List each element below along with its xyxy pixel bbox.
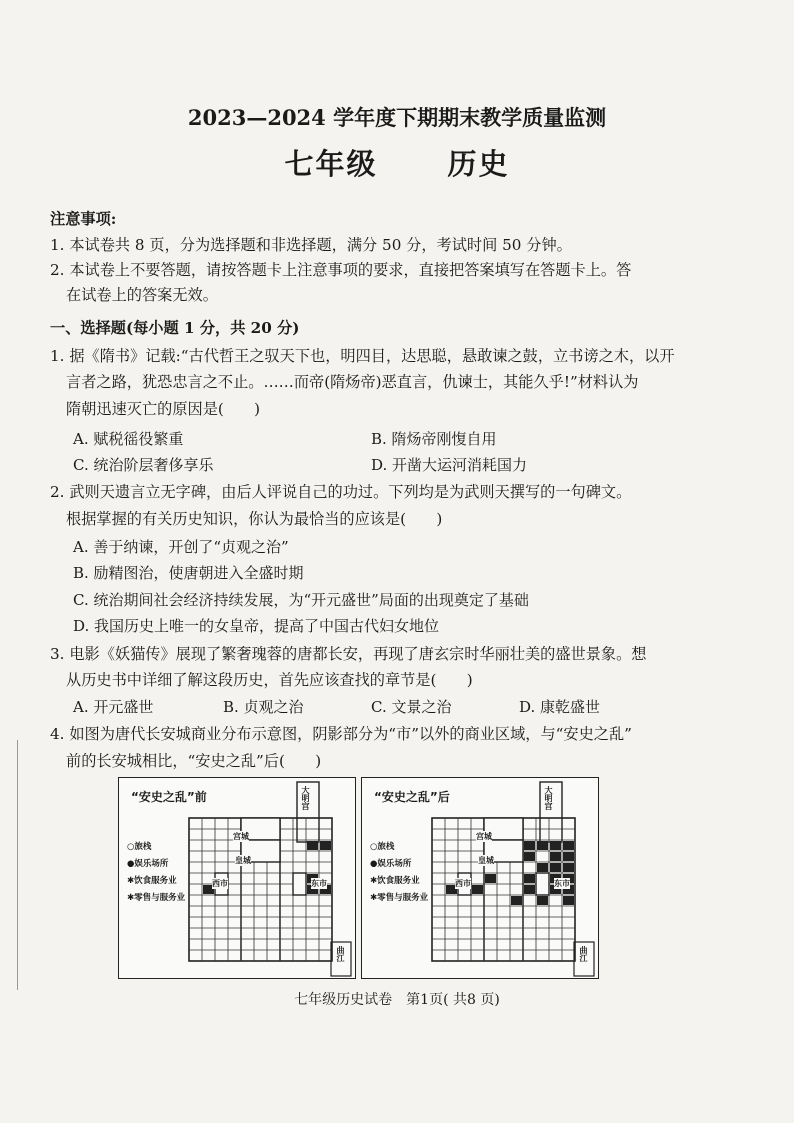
map-after — [361, 777, 599, 979]
q1-option-d: D. 开凿大运河消耗国力 — [371, 456, 528, 474]
exam-subtitle — [0, 142, 794, 183]
q2-option-b: B. 励精图治，使唐朝进入全盛时期 — [73, 564, 304, 582]
xishi-label: 西市 — [212, 879, 228, 888]
qujiang-label: 曲江 — [336, 946, 345, 962]
notice-heading: 注意事项: — [50, 210, 117, 228]
q2-line2: 根据掌握的有关历史知识，你认为最恰当的应该是( ) — [66, 510, 443, 528]
map-after-caption: “安史之乱”后 — [374, 790, 450, 804]
huangcheng-label: 皇城 — [235, 856, 251, 865]
grade-label: 七年级 — [284, 147, 378, 181]
legend-retail-icon: ✱零售与服务业 — [127, 893, 186, 903]
xishi-label: 西市 — [455, 879, 471, 888]
q2-option-c: C. 统治期间社会经济持续发展，为“开元盛世”局面的出现奠定了基础 — [73, 591, 529, 609]
notice-item-2-cont: 在试卷上的答案无效。 — [66, 286, 218, 304]
q3-option-d: D. 康乾盛世 — [519, 698, 601, 716]
legend-inn-icon: ○旅栈 — [127, 842, 152, 852]
subject-label: 历史 — [447, 147, 510, 181]
page-footer: 七年级历史试卷 第1页( 共8 页) — [294, 992, 500, 1008]
map-before-caption: “安史之乱”前 — [131, 790, 207, 804]
qujiang-label: 曲江 — [579, 946, 588, 962]
map-before — [118, 777, 356, 979]
q1-option-a: A. 赋税徭役繁重 — [73, 430, 184, 448]
gongcheng-label: 宫城 — [476, 832, 492, 841]
dongshi-label: 东市 — [554, 879, 570, 888]
daminggong-label: 大明宫 — [544, 786, 553, 810]
notice-item-2: 2. 本试卷上不要答题，请按答题卡上注意事项的要求，直接把答案填写在答题卡上。答 — [50, 261, 632, 279]
section-heading: 一、选择题(每小题 1 分，共 20 分) — [50, 319, 300, 337]
binding-margin-line — [17, 740, 18, 990]
q3-line2: 从历史书中详细了解这段历史，首先应该查找的章节是( ) — [66, 671, 473, 689]
q3-option-b: B. 贞观之治 — [223, 698, 304, 716]
dongshi-label: 东市 — [311, 879, 327, 888]
gongcheng-label: 宫城 — [233, 832, 249, 841]
legend-retail-icon: ✱零售与服务业 — [370, 893, 429, 903]
q2-option-a: A. 善于纳谏，开创了“贞观之治” — [73, 538, 289, 556]
daminggong-label: 大明宫 — [301, 786, 310, 810]
legend-inn-icon: ○旅栈 — [370, 842, 395, 852]
exam-title: 2023—2024 学年度下期期末教学质量监测 — [187, 105, 607, 130]
notice-item-1: 1. 本试卷共 8 页，分为选择题和非选择题，满分 50 分，考试时间 50 分钟。 — [50, 236, 572, 254]
q3-option-a: A. 开元盛世 — [73, 698, 154, 716]
q3-line1: 3. 电影《妖猫传》展现了繁奢瑰蓉的唐都长安，再现了唐玄宗时华丽壮美的盛世景象。想 — [50, 645, 647, 663]
q4-line1: 4. 如图为唐代长安城商业分布示意图，阴影部分为“市”以外的商业区域，与“安史之乱” — [50, 725, 632, 743]
legend-food-icon: ✱饮食服务业 — [127, 876, 177, 886]
q2-option-d: D. 我国历史上唯一的女皇帝，提高了中国古代妇女地位 — [73, 617, 440, 635]
legend-entertainment-icon: ●娱乐场所 — [370, 859, 412, 869]
q2-line1: 2. 武则天遗言立无字碑，由后人评说自己的功过。下列均是为武则天撰写的一句碑文。 — [50, 483, 632, 501]
q3-option-c: C. 文景之治 — [371, 698, 452, 716]
q1-line1: 1. 据《隋书》记载:“古代哲王之驭天下也，明四目，达思聪，悬敢谏之鼓，立书谤之木，以开 — [50, 347, 675, 365]
q1-line3: 隋朝迅速灭亡的原因是( ) — [66, 400, 261, 418]
legend-food-icon: ✱饮食服务业 — [370, 876, 420, 886]
q4-line2: 前的长安城相比，“安史之乱”后( ) — [66, 752, 322, 770]
legend-entertainment-icon: ●娱乐场所 — [127, 859, 169, 869]
q1-option-c: C. 统治阶层奢侈享乐 — [73, 456, 214, 474]
huangcheng-label: 皇城 — [478, 856, 494, 865]
q1-option-b: B. 隋炀帝刚愎自用 — [371, 430, 497, 448]
q1-line2: 言者之路，犹恐忠言之不止。……而帝(隋炀帝)恶直言，仇谏士，其能久乎!”材料认为 — [66, 373, 639, 391]
